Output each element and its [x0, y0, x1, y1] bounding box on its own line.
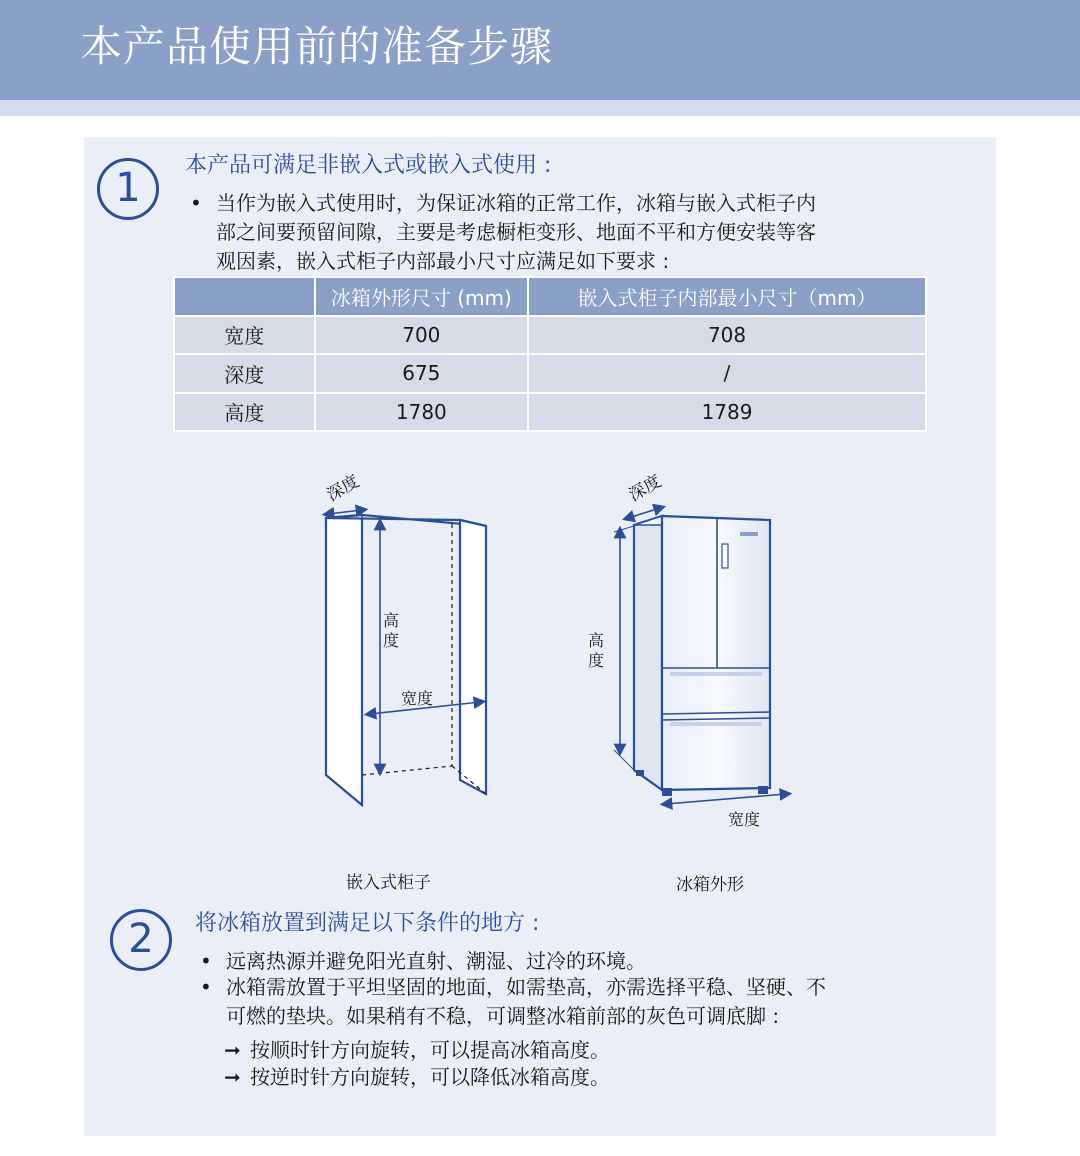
cabinet-depth-label: 深度 [323, 471, 363, 506]
section-1-bullet [190, 189, 950, 279]
table-cell: 深度 [174, 354, 315, 393]
table-cell: 1780 [315, 393, 528, 432]
cabinet-width-label: 宽度 [401, 689, 434, 708]
cabinet-diagram [300, 470, 520, 820]
dimension-table [173, 276, 927, 432]
table-cell: 700 [315, 316, 528, 355]
bullet-dot: • [200, 975, 212, 999]
cabinet-height-label-bottom: 度 [383, 631, 400, 650]
cabinet-height-label-top: 高 [383, 611, 400, 630]
cabinet-caption: 嵌入式柜子 [346, 873, 431, 893]
fridge-display-icon [722, 544, 728, 568]
table-cell: 1789 [528, 393, 926, 432]
header-bar [0, 0, 1080, 100]
section-1-title: 本产品可满足非嵌入式或嵌入式使用 : [185, 153, 552, 178]
brand-logo-icon [740, 532, 758, 536]
header-divider [0, 100, 1080, 116]
page-title: 本产品使用前的准备步骤 [80, 22, 554, 71]
table-header-cell: 冰箱外形尺寸 (mm) [315, 277, 528, 316]
adjust-instruction [224, 1063, 610, 1091]
bullet-dot: • [200, 949, 212, 973]
fridge-height-label-bottom: 度 [588, 651, 605, 670]
bullet-dot: • [190, 191, 202, 215]
fridge-foot-icon [662, 788, 672, 796]
table-row [174, 316, 926, 355]
drawer-handle-icon [670, 672, 762, 676]
step-number-1: 1 [97, 158, 159, 220]
fridge-depth-arrow [628, 508, 660, 518]
table-row [174, 354, 926, 393]
step-number-2: 2 [110, 909, 172, 971]
adjust-text: 按顺时针方向旋转，可以提高冰箱高度。 [250, 1038, 610, 1062]
bullet-text: 冰箱需放置于平坦坚固的地面，如需垫高，亦需选择平稳、坚硬、不 可燃的垫块。如果稍有不稳，可调整冰箱前部的灰色可调底脚 : [226, 975, 826, 1028]
table-header-row [174, 277, 926, 316]
fridge-side [634, 516, 662, 790]
table-header-cell: 嵌入式柜子内部最小尺寸（mm） [528, 277, 926, 316]
fridge-width-label: 宽度 [728, 810, 761, 829]
cabinet-outline [326, 515, 486, 805]
arrow-right-icon: ➞ [224, 1038, 241, 1062]
fridge-depth-label: 深度 [625, 471, 665, 506]
table-row [174, 393, 926, 432]
adjust-instruction [224, 1036, 610, 1064]
table-header-cell [174, 277, 315, 316]
drawer-handle-icon [670, 722, 762, 726]
bullet-text: 当作为嵌入式使用时，为保证冰箱的正常工作，冰箱与嵌入式柜子内 部之间要预留间隙，主要是考虑橱柜变形、地面不平和方便安装等客 观因素，嵌入式柜子内部最小尺寸应满足如下要求 : [216, 191, 816, 273]
section-2-bullet [200, 973, 960, 1031]
table-cell: / [528, 354, 926, 393]
fridge-front [662, 516, 770, 790]
fridge-height-label-top: 高 [588, 631, 605, 650]
section-2-bullet [200, 947, 960, 976]
fridge-foot-icon [758, 786, 768, 794]
fridge-foot-icon [636, 770, 644, 776]
section-2-title: 将冰箱放置到满足以下条件的地方 : [195, 911, 540, 936]
fridge-diagram [600, 470, 800, 810]
table-cell: 675 [315, 354, 528, 393]
table-cell: 高度 [174, 393, 315, 432]
table-cell: 708 [528, 316, 926, 355]
fridge-width-arrow [666, 794, 786, 804]
arrow-right-icon: ➞ [224, 1065, 241, 1089]
bullet-text: 远离热源并避免阳光直射、潮湿、过冷的环境。 [226, 949, 646, 973]
adjust-text: 按逆时针方向旋转，可以降低冰箱高度。 [250, 1065, 610, 1089]
fridge-caption: 冰箱外形 [676, 875, 744, 895]
table-cell: 宽度 [174, 316, 315, 355]
cabinet-depth-arrow [328, 510, 362, 514]
